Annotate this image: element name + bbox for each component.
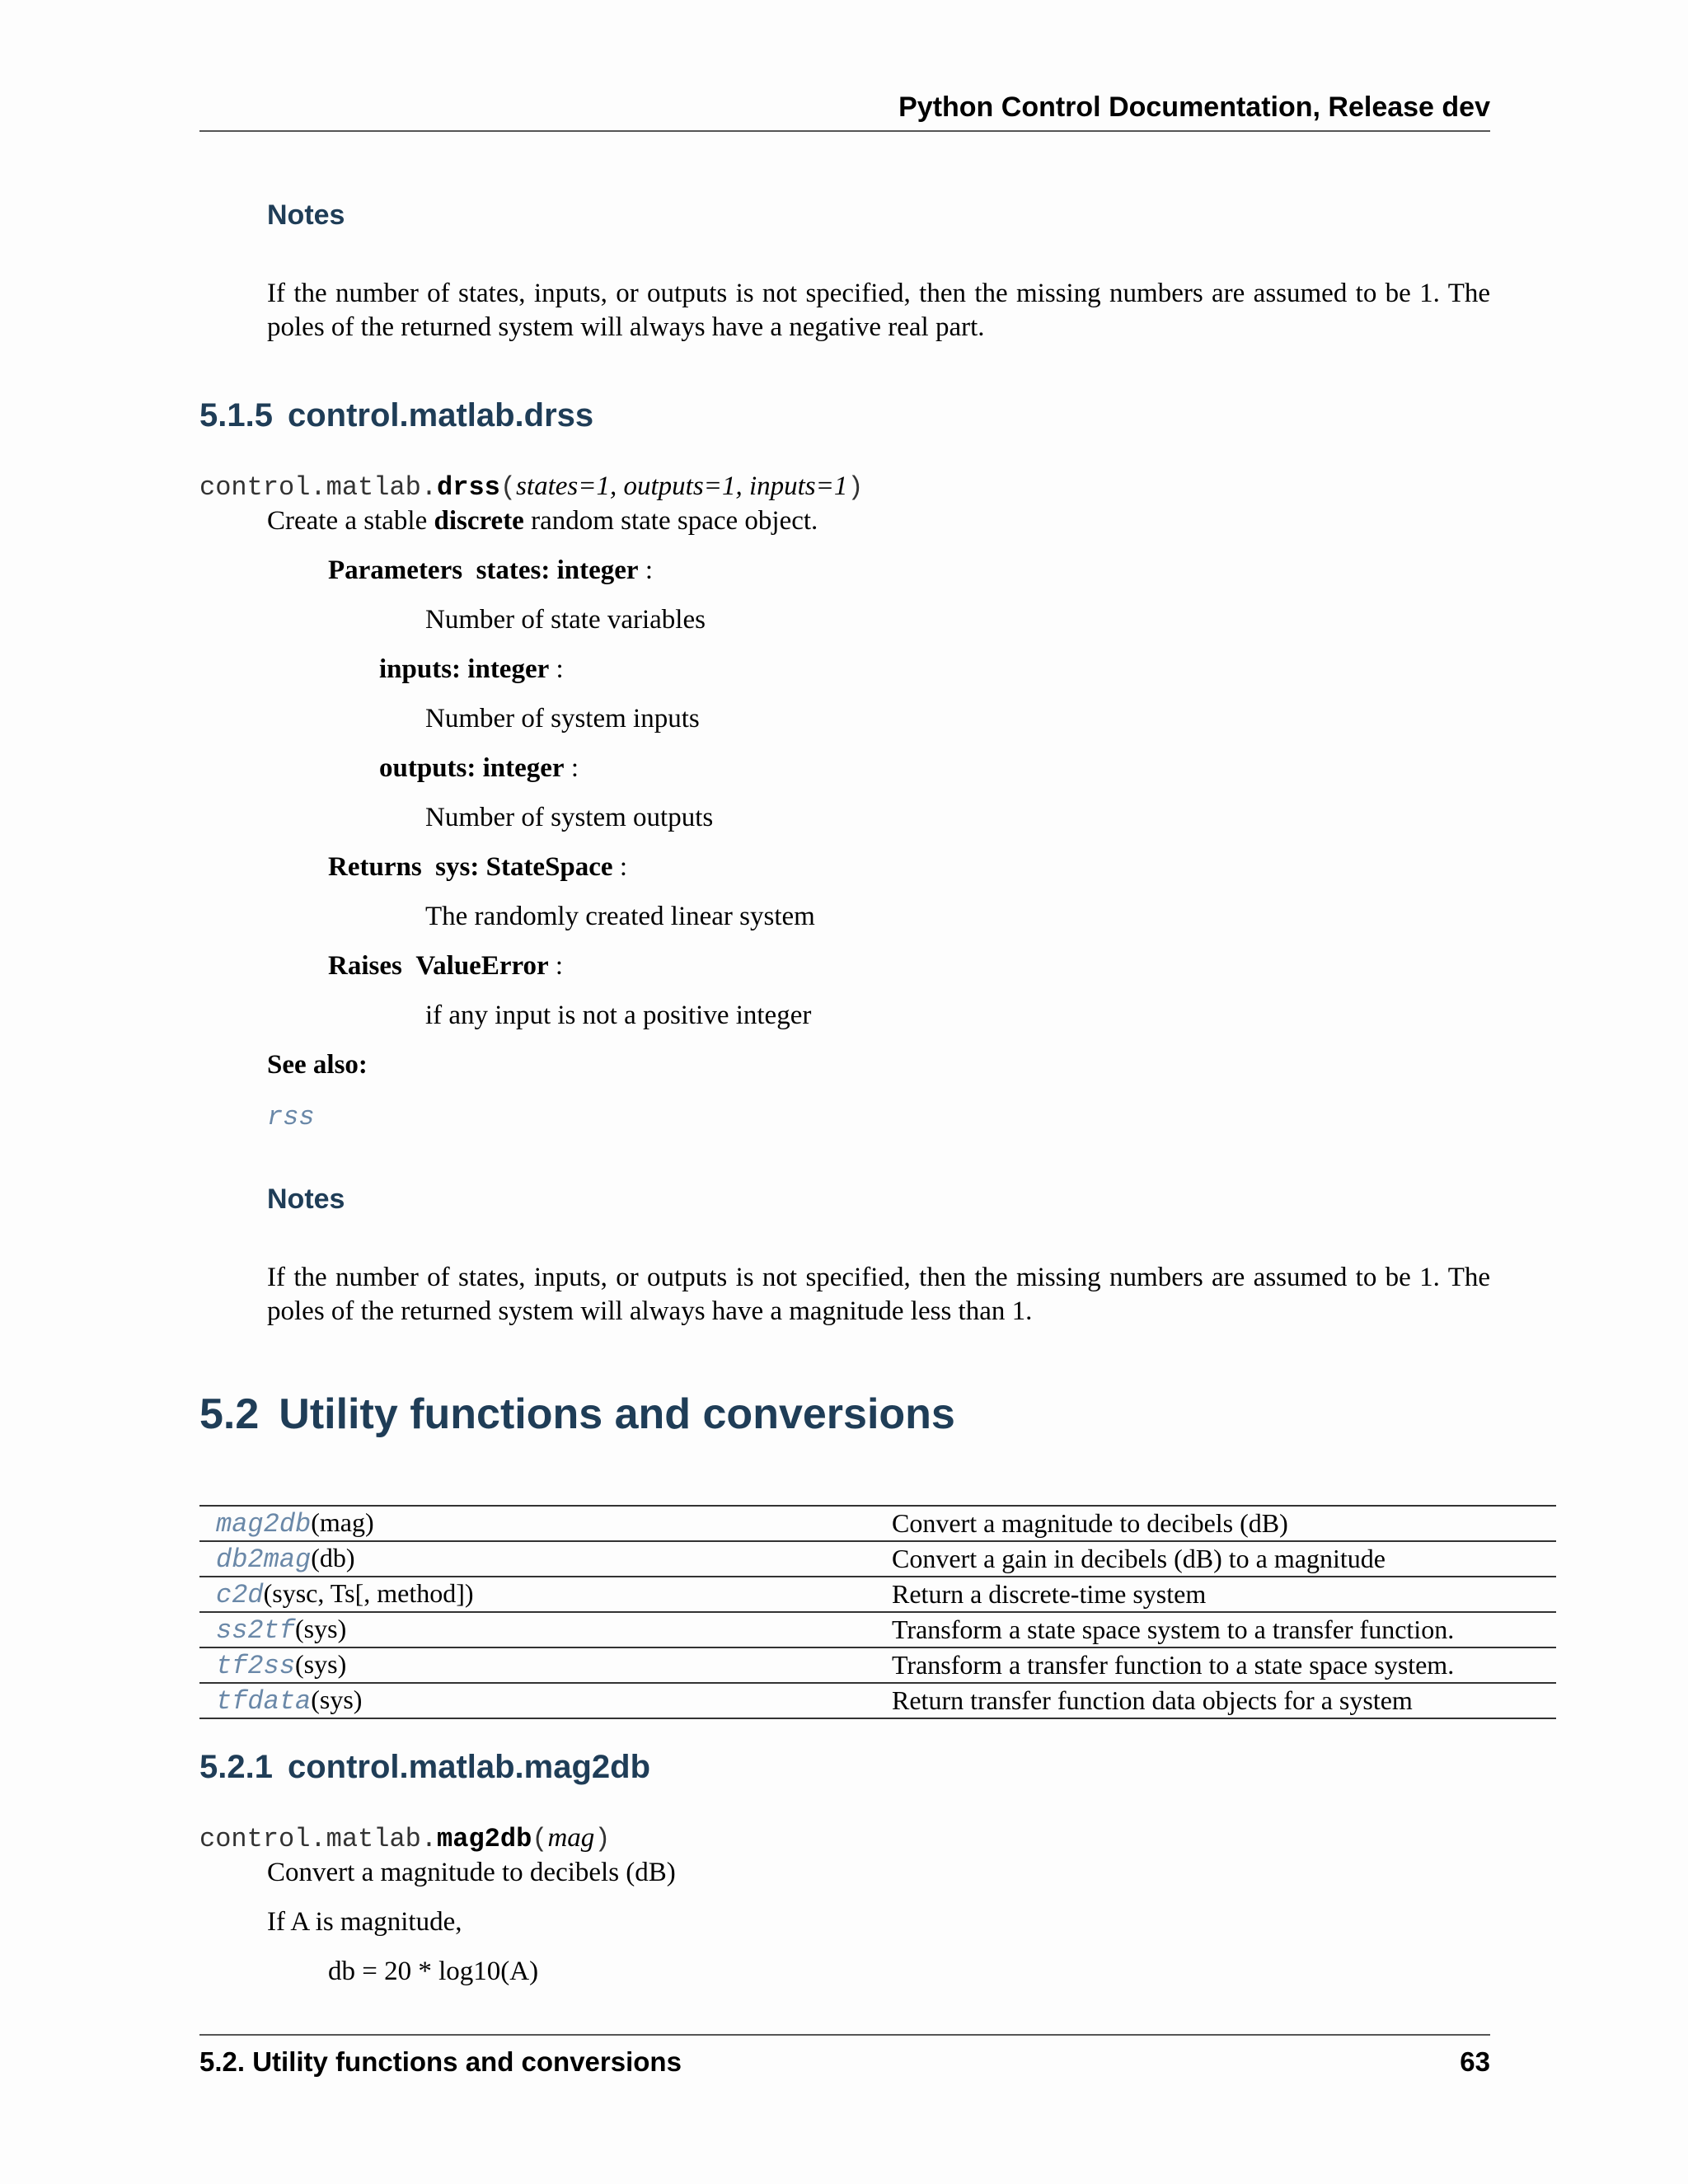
signature-name: mag2db xyxy=(437,1824,532,1854)
function-args: (db) xyxy=(311,1543,355,1572)
param-inputs xyxy=(379,653,564,686)
table-cell-function xyxy=(199,1612,892,1647)
table-cell-function xyxy=(199,1683,892,1718)
function-link[interactable]: db2mag xyxy=(216,1544,312,1575)
parameters-label: Parameters xyxy=(328,555,463,585)
param-name-inputs: inputs: integer xyxy=(379,654,550,684)
returns-colon: : xyxy=(612,852,627,882)
function-description-mag2db: Convert a magnitude to decibels (dB) xyxy=(267,1858,676,1887)
function-args: (sysc, Ts[, method]) xyxy=(263,1578,474,1608)
section-title: control.matlab.drss xyxy=(287,397,594,434)
function-args: (sys) xyxy=(295,1614,347,1643)
param-desc-inputs: Number of system inputs xyxy=(425,704,700,733)
param-desc-states: Number of state variables xyxy=(425,605,706,635)
signature-name: drss xyxy=(437,472,500,503)
section-heading-utility xyxy=(199,1390,955,1439)
returns-desc: The randomly created linear system xyxy=(425,902,815,931)
table-row xyxy=(199,1577,1556,1612)
function-link[interactable]: c2d xyxy=(216,1580,264,1610)
condition-text: If A is magnitude, xyxy=(267,1907,462,1937)
table-row xyxy=(199,1541,1556,1577)
see-also-link-wrap xyxy=(267,1099,315,1134)
raises-field xyxy=(328,949,563,982)
table-cell-function xyxy=(199,1647,892,1683)
section-heading-mag2db xyxy=(199,1749,650,1786)
formula-text: db = 20 * log10(A) xyxy=(328,1957,539,1986)
signature-params: mag xyxy=(547,1823,595,1853)
function-signature-mag2db xyxy=(199,1823,611,1854)
see-also-link-rss[interactable]: rss xyxy=(267,1102,315,1132)
param-colon: : xyxy=(549,654,564,684)
signature-module: control.matlab. xyxy=(199,1824,438,1854)
returns-field xyxy=(328,851,627,883)
raises-desc: if any input is not a positive integer xyxy=(425,1001,812,1030)
table-cell-description: Return transfer function data objects for a system xyxy=(892,1683,1556,1718)
returns-label: Returns xyxy=(328,852,422,882)
signature-open-paren: ( xyxy=(532,1824,548,1854)
raises-label: Raises xyxy=(328,951,402,981)
signature-close-paren: ) xyxy=(847,472,864,503)
running-footer xyxy=(199,2034,1490,2079)
signature-open-paren: ( xyxy=(499,472,517,503)
section-title: control.matlab.mag2db xyxy=(287,1749,651,1785)
table-cell-description: Convert a gain in decibels (dB) to a magnitude xyxy=(892,1541,1556,1577)
see-also-label xyxy=(267,1048,368,1081)
param-outputs xyxy=(379,752,579,785)
table-cell-description: Convert a magnitude to decibels (dB) xyxy=(892,1506,1556,1541)
returns-name: sys: StateSpace xyxy=(435,852,613,882)
notes-rubric: Notes xyxy=(267,199,345,231)
see-also-text: See also: xyxy=(267,1050,368,1080)
table-cell-function xyxy=(199,1541,892,1577)
function-args: (sys) xyxy=(295,1649,347,1679)
notes-rubric-drss: Notes xyxy=(267,1183,345,1215)
param-colon: : xyxy=(564,753,579,783)
function-signature-drss xyxy=(199,471,864,503)
table-row xyxy=(199,1612,1556,1647)
param-colon: : xyxy=(638,555,654,585)
signature-close-paren: ) xyxy=(594,1824,611,1854)
utility-functions-table xyxy=(199,1505,1556,1719)
table-cell-description: Return a discrete-time system xyxy=(892,1577,1556,1612)
param-desc-outputs: Number of system outputs xyxy=(425,803,714,832)
section-number: 5.2 xyxy=(199,1390,260,1438)
table-row xyxy=(199,1683,1556,1718)
function-description xyxy=(267,504,818,537)
raises-colon: : xyxy=(548,951,564,981)
function-link[interactable]: tf2ss xyxy=(216,1651,296,1681)
section-number: 5.2.1 xyxy=(199,1749,273,1785)
function-link[interactable]: tfdata xyxy=(216,1686,312,1717)
parameters-field xyxy=(328,554,653,587)
function-args: (mag) xyxy=(311,1507,374,1537)
signature-params: states=1, outputs=1, inputs=1 xyxy=(516,471,848,501)
footer-page-number: 63 xyxy=(1460,2046,1490,2077)
function-link[interactable]: mag2db xyxy=(216,1509,312,1540)
function-link[interactable]: ss2tf xyxy=(216,1615,296,1646)
running-header: Python Control Documentation, Release dev xyxy=(199,91,1490,132)
function-args: (sys) xyxy=(311,1685,363,1714)
param-name-outputs: outputs: integer xyxy=(379,753,565,783)
notes-paragraph: If the number of states, inputs, or outputs is not specified, then the missing numbers are assumed to be 1. The poles of the returned system will always have a negative real part. xyxy=(267,279,1490,342)
table-row xyxy=(199,1506,1556,1541)
description-bold: discrete xyxy=(434,506,524,536)
table-cell-description: Transform a transfer function to a state space system. xyxy=(892,1647,1556,1683)
table-cell-function xyxy=(199,1506,892,1541)
section-number: 5.1.5 xyxy=(199,397,273,434)
section-heading-drss xyxy=(199,397,593,434)
raises-name: ValueError xyxy=(415,951,549,981)
table-cell-description: Transform a state space system to a transfer function. xyxy=(892,1612,1556,1647)
footer-section-title: 5.2. Utility functions and conversions xyxy=(199,2046,682,2077)
description-text: Create a stable xyxy=(267,506,434,536)
notes-paragraph-drss: If the number of states, inputs, or outputs is not specified, then the missing numbers are assumed to be 1. The poles of the returned system will always have a magnitude less than 1. xyxy=(267,1263,1490,1326)
param-name-states: states: integer xyxy=(476,555,639,585)
section-title: Utility functions and conversions xyxy=(279,1390,955,1438)
table-row xyxy=(199,1647,1556,1683)
table-cell-function xyxy=(199,1577,892,1612)
description-text-end: random state space object. xyxy=(523,506,818,536)
signature-module: control.matlab. xyxy=(199,472,438,503)
